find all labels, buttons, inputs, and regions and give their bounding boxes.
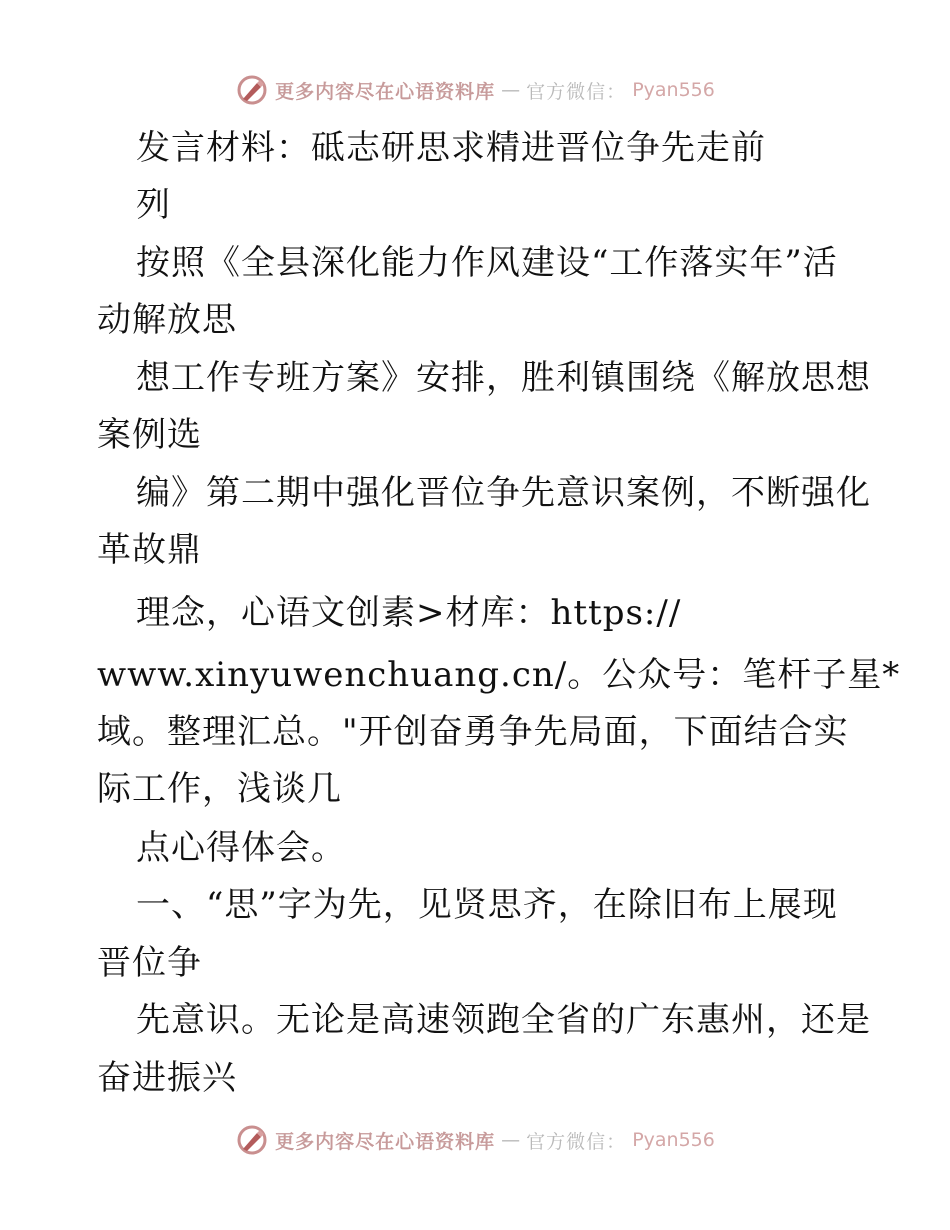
banner-subtitle: 官方微信：: [526, 80, 627, 103]
body-line-1: 发言材料：砥志研思求精进晋位争先走前: [136, 128, 766, 168]
banner-separator: —: [501, 79, 521, 101]
body-line-2: 列: [136, 185, 171, 225]
body-line-11: 域。整理汇总。"开创奋勇争先局面，下面结合实: [97, 712, 849, 752]
body-line-17: 奋进振兴: [97, 1058, 237, 1098]
body-line-13: 点心得体会。: [136, 828, 346, 868]
body-line-9: 理念，心语文创素>材库：https://: [136, 593, 682, 633]
footer-watermark: [0, 1120, 950, 1160]
header-watermark: [0, 70, 950, 110]
body-line-15: 晋位争: [97, 943, 202, 983]
banner-separator: —: [501, 1129, 521, 1151]
body-line-14: 一、“思”字为先，见贤思齐，在除旧布上展现: [136, 885, 838, 925]
pen-logo-icon: [235, 1123, 269, 1157]
body-line-8: 革故鼎: [97, 530, 202, 570]
banner-wechat-id: Pyan556: [632, 79, 715, 101]
banner-title: 更多内容尽在心语资料库: [275, 1130, 496, 1153]
body-line-4: 动解放思: [97, 300, 237, 340]
body-line-5: 想工作专班方案》安排，胜利镇围绕《解放思想: [136, 358, 871, 398]
body-line-16: 先意识。无论是高速领跑全省的广东惠州，还是: [136, 1000, 871, 1040]
body-line-3: 按照《全县深化能力作风建设“工作落实年”活: [136, 243, 838, 283]
pen-logo-icon: [235, 73, 269, 107]
banner-title: 更多内容尽在心语资料库: [275, 80, 496, 103]
banner-subtitle: 官方微信：: [526, 1130, 627, 1153]
body-line-10: www.xinyuwenchuang.cn/。公众号：笔杆子星*: [97, 655, 901, 695]
body-line-12: 际工作，浅谈几: [97, 769, 342, 809]
body-line-6: 案例选: [97, 415, 202, 455]
banner-wechat-id: Pyan556: [632, 1129, 715, 1151]
body-line-7: 编》第二期中强化晋位争先意识案例，不断强化: [136, 473, 871, 513]
